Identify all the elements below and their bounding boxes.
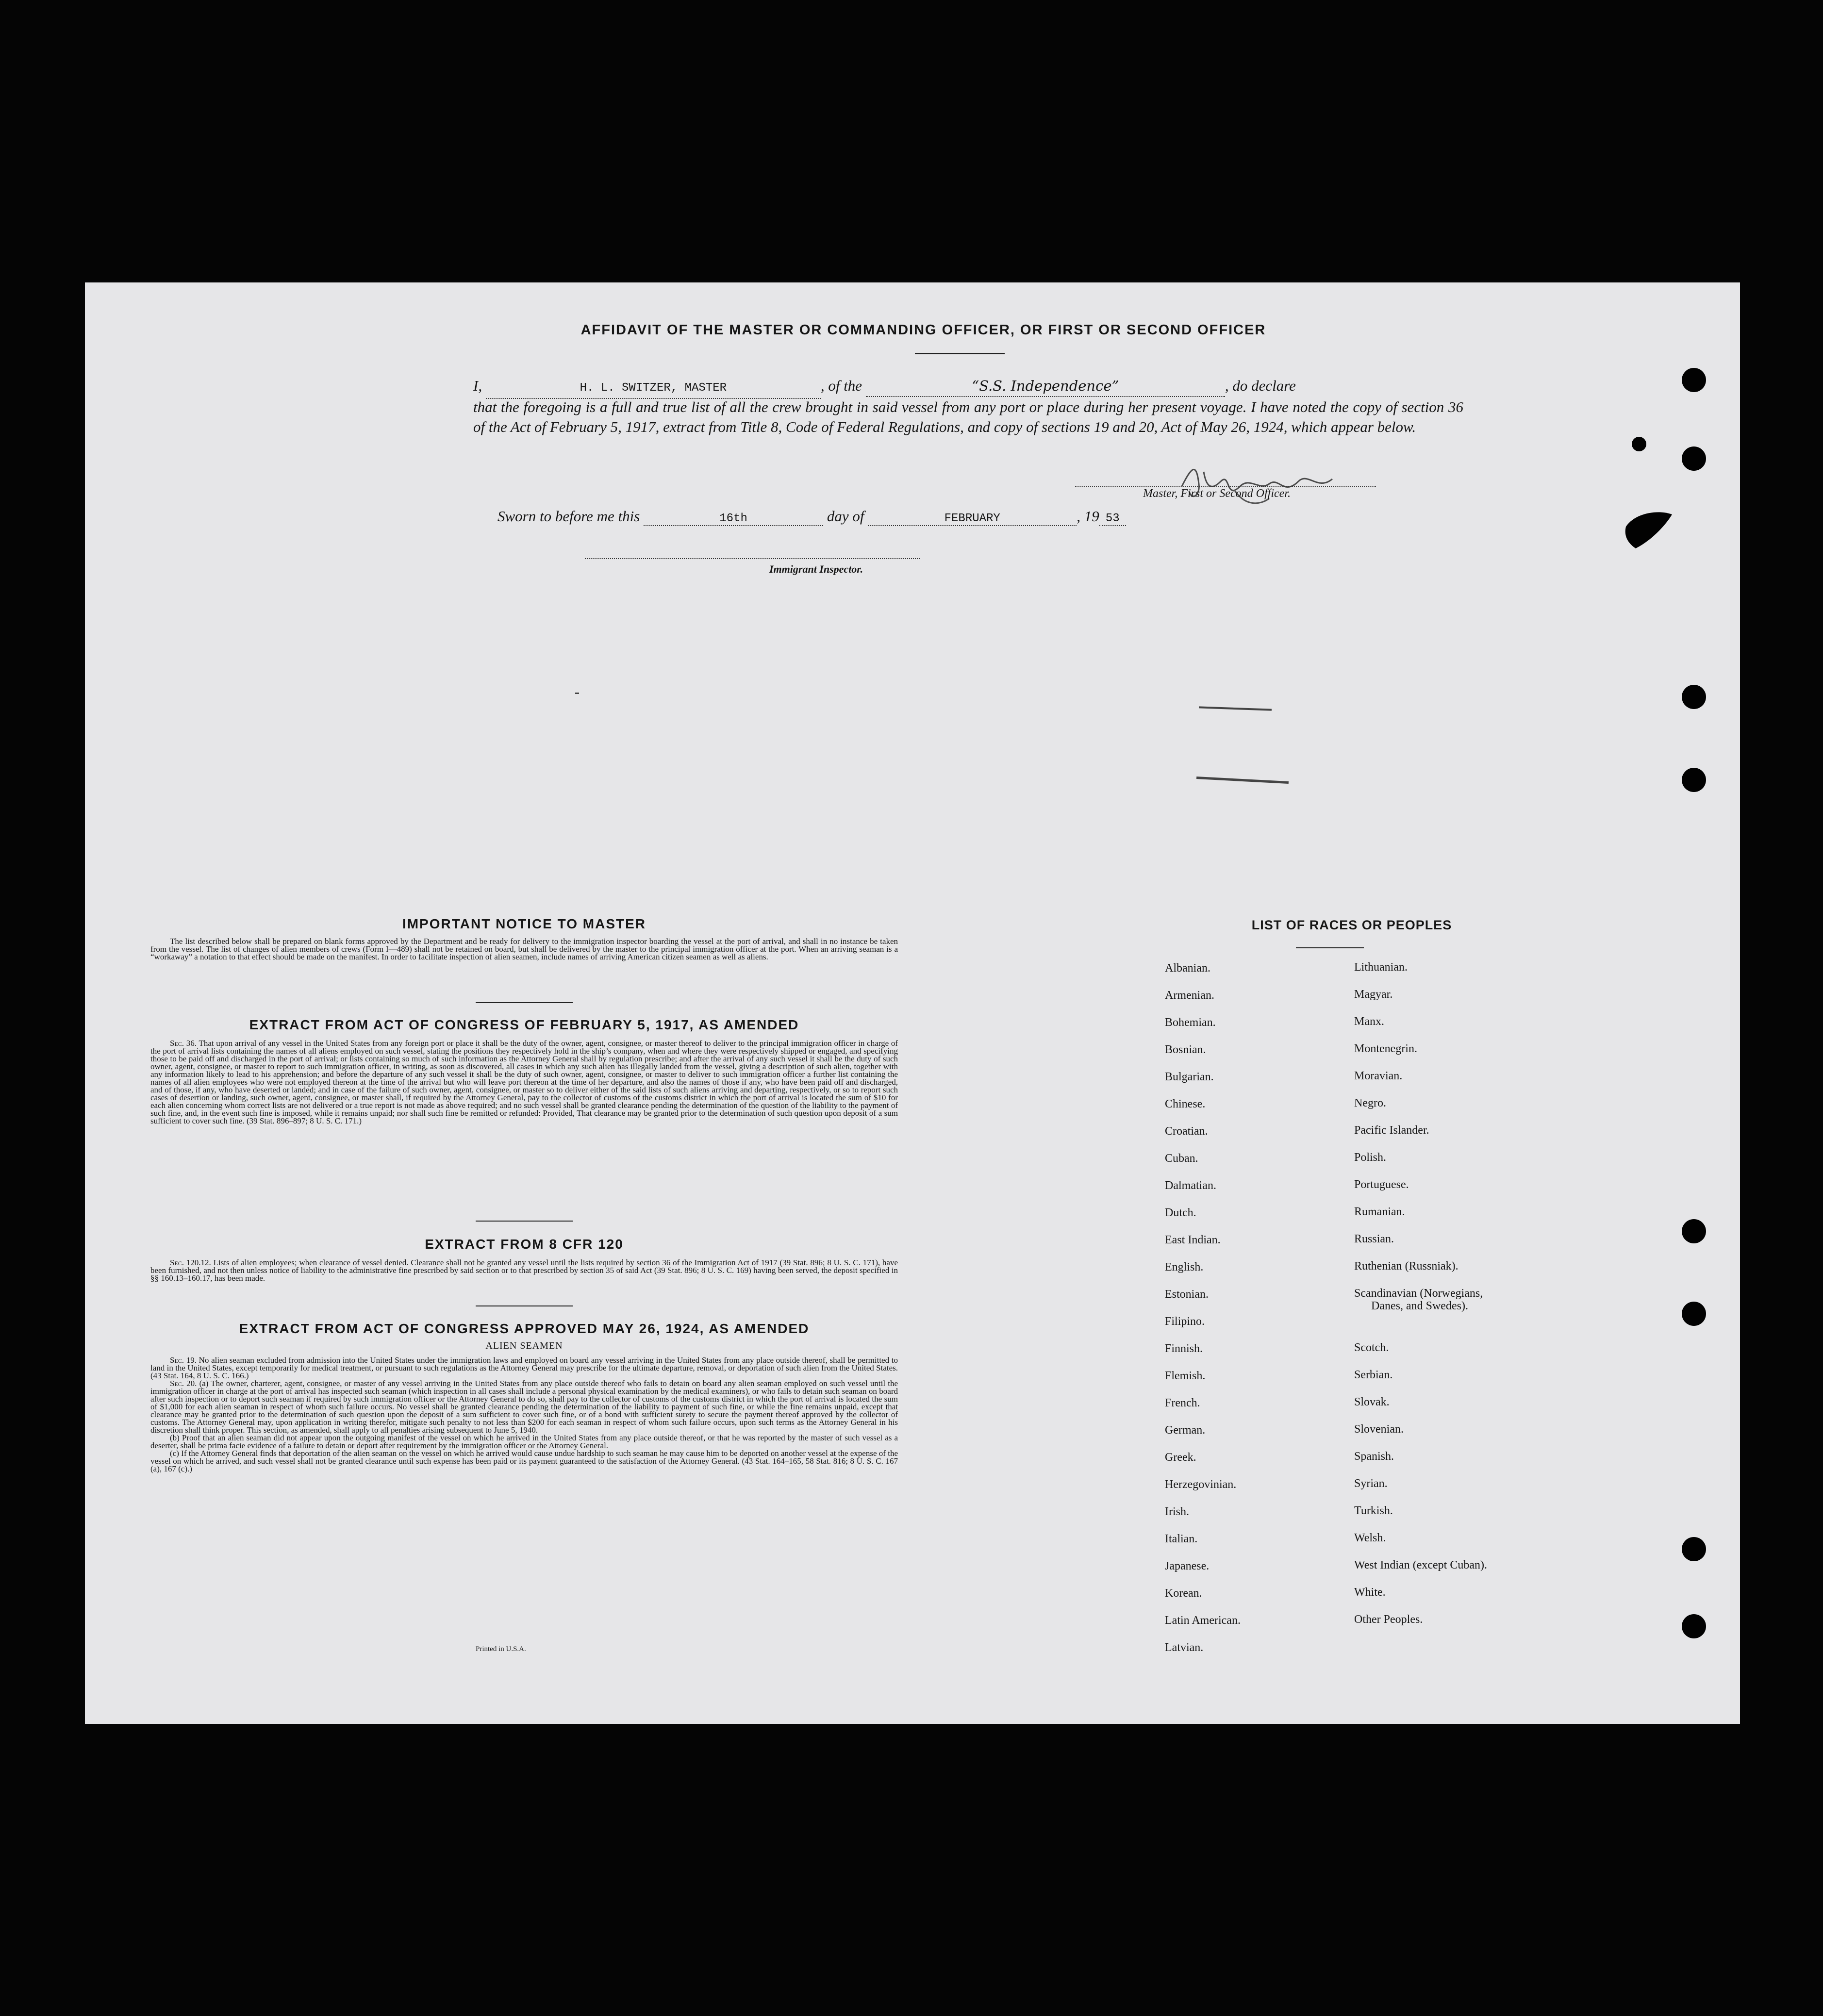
race-item: Cuban. [1165,1152,1198,1165]
race-item: Welsh. [1354,1532,1386,1544]
signature-label: Master, First or Second Officer. [1143,487,1291,500]
notice-title: IMPORTANT NOTICE TO MASTER [402,916,646,931]
race-item: Rumanian. [1354,1206,1405,1218]
extract-cfr-sec: Sec. 120.12. [170,1258,211,1267]
declaration-of-the: , of the [820,377,862,394]
extract-cfr-text: Lists of alien employees; when clearance of vessel denied. Clearance shall not be granted any vessel until the lists required by section 36 of the Immigration Act of 1917 (39 Stat. 896; 8 U. S. C. 171), have been furnished, and not then unless notice of liability to the administrative fine prescribed by said section or to that prescribed by section 35 of said Act (39 Stat. 896; 8 U. S. C. 169) having been served, the deposit specified in §§ 160.13–160.17, has been made. [150,1258,898,1283]
sworn-year-prefix: , 19 [1077,508,1099,525]
notice-text: The list described below shall be prepared on blank forms approved by the Department and be ready for delivery to the immigration inspector boarding the vessel at the port of arrival, and shall in no instance be taken from the vessel. The list of changes of alien members of crews (Form I—489) shall not be retained on board, but shall be delivered by the master to the principal immigration officer at the port. When an arriving seaman is a “workaway” a notation to that effect should be made on the manifest. In order to facilitate inspection of alien seamen, include names of arriving American citizen seamen as well as aliens. [150,937,898,961]
scan-mark [1199,706,1272,711]
punch-hole [1682,1614,1706,1638]
section-rule [476,1305,573,1306]
scan-mark [575,693,579,694]
races-rule [1296,947,1364,948]
punch-hole [1682,1537,1706,1561]
sec20a-text: (a) The owner, charterer, agent, consignee, or master of any vessel arriving in the United States from any place outside thereof who fails to detain on board any alien seaman employed on such vessel until the immigration officer in charge at the port of arrival has inspected such seaman (which inspection in all cases shall include a personal physical examination by the medical examiners), or who fails to detain such seaman on board after such inspection or to deport such seaman if required by such immigration officer or the Attorney General to do so, shall pay to the collector of customs of the customs district in which the port of arrival is located the sum of $1,000 for each alien seaman in respect of whom such failure occurs. No vessel shall be granted clearance pending the determination of the liability to payment of such fine, or while the fine remains unpaid, except that clearance may be granted prior to the determination of such question upon the deposit of a sum sufficient to cover such fine, or of a bond with sufficient surety to secure the payment thereof approved by the collector of customs. The Attorney General may, upon application in writing therefor, mitigate such penalty to not less than $200 for each seaman in respect of whom such failure occurs, upon such terms as the Attorney General in his discretion shall think proper. This section, as amended, shall apply to all penalties arising subsequent to June 5, 1940. [150,1379,898,1435]
race-item: White. [1354,1586,1386,1599]
race-item: Latvian. [1165,1641,1204,1654]
punch-hole [1682,1219,1706,1243]
vessel-name-field: “S.S. Independence” [866,376,1225,397]
race-item: Flemish. [1165,1370,1206,1382]
race-item: French. [1165,1397,1200,1409]
scan-mark [1196,777,1289,784]
title-rule [915,353,1005,354]
inspector-label: Immigrant Inspector. [769,563,863,575]
race-item: Ruthenian (Russniak). [1354,1260,1458,1272]
race-item: Latin American. [1165,1614,1241,1627]
race-item: Armenian. [1165,989,1214,1002]
punch-hole [1682,368,1706,392]
sec20-label: Sec. 20. [170,1379,197,1388]
race-item: Turkish. [1354,1504,1393,1517]
race-item: Bulgarian. [1165,1071,1214,1083]
printed-in-usa: Printed in U.S.A. [476,1645,526,1653]
race-item: Italian. [1165,1533,1198,1545]
race-item: Irish. [1165,1505,1189,1518]
declaration-do-declare: , do declare [1225,377,1296,394]
sec20c-paragraph: (c) If the Attorney General finds that deportation of the alien seaman on the vessel on which he arrived would cause undue hardship to such seaman he may cause him to be deported on another vessel at the expense of the vessel on which he arrived, and such vessel shall not be granted clearance until such expense has been paid or its payment guaranteed to the satisfaction of the Attorney General. (43 Stat. 164–165, 58 Stat. 816; 8 U. S. C. 167 (a), 167 (c).) [150,1449,898,1473]
extract-cfr-paragraph [150,1259,898,1282]
sworn-year-field: 53 [1099,512,1126,526]
punch-hole [1682,1302,1706,1326]
sworn-day-of: day of [827,508,864,525]
sec20b-paragraph: (b) Proof that an alien seaman did not appear upon the outgoing manifest of the vessel on which he arrived in the United States from any place outside thereof, or that he was reported by the master of such vessel as a deserter, shall be prima facie evidence of a failure to detain or deport after requirement by the immigration officer or the Attorney General. [150,1433,898,1450]
race-item: Scotch. [1354,1341,1389,1354]
extract-1924-section [150,1321,898,1473]
master-name-field: H. L. SWITZER, MASTER [486,378,821,399]
race-item: Scandinavian (Norwegians, [1354,1287,1483,1300]
race-item: Spanish. [1354,1450,1394,1463]
torn-mark [1621,507,1674,551]
race-item: Syrian. [1354,1477,1388,1490]
race-item: Greek. [1165,1451,1196,1464]
race-item: Serbian. [1354,1369,1393,1381]
race-item: Albanian. [1165,962,1210,975]
declaration-body: that the foregoing is a full and true list of all the crew brought in said vessel from any port or place during her present voyage. I have noted the copy of section 36 of the Act of February 5, 1917, extract from Title 8, Code of Federal Regulations, and copy of sections 19 and 20, Act of May 26, 1924, which appear below. [473,398,1463,435]
race-item: Herzegovinian. [1165,1478,1237,1491]
race-item: English. [1165,1261,1204,1273]
extract-1917-paragraph [150,1040,898,1125]
race-item: Negro. [1354,1097,1386,1109]
punch-hole [1632,437,1646,451]
races-title: LIST OF RACES OR PEOPLES [1251,918,1452,932]
punch-hole [1682,768,1706,792]
extract-1917-title: EXTRACT FROM ACT OF CONGRESS OF FEBRUARY 5, 1917, AS AMENDED [249,1017,799,1032]
race-item: Slovak. [1354,1396,1390,1408]
declaration-line [473,376,1463,399]
race-item: Danes, and Swedes). [1371,1300,1468,1312]
race-item: West Indian (except Cuban). [1354,1559,1487,1571]
extract-1917-sec: Sec. 36. [170,1039,197,1048]
section-rule [476,1002,573,1003]
sworn-day-field: 16th [644,512,823,526]
race-item: German. [1165,1424,1206,1437]
declaration-i: I, [473,377,482,394]
extract-cfr-title: EXTRACT FROM 8 CFR 120 [425,1237,624,1252]
race-item: Korean. [1165,1587,1202,1600]
race-item: Pacific Islander. [1354,1124,1429,1137]
race-item: Croatian. [1165,1125,1208,1138]
race-item: Moravian. [1354,1070,1403,1082]
race-item: Dalmatian. [1165,1179,1216,1192]
extract-1917-text: That upon arrival of any vessel in the United States from any foreign port or place it shall be the duty of the owner, agent, consignee, or master thereof to deliver to the principal immigration officer in charge of the port of arrival lists containing the names of all aliens employed on such vessel, stating the positions they respectively hold in the ship’s company, when and where they were respectively shipped or engaged, and specifying those to be paid off and discharged in the port of arrival; or lists containing so much of such information as the Attorney General shall by regulation prescribe; and after the arrival of any such vessel it shall be the duty of such owner, agent, consignee, or master to report to such immigration officer, in writing, as soon as discovered, all cases in which any such alien has illegally landed from the vessel, giving a description of such alien, together with any information likely to lead to his apprehension; and before the departure of any such vessel it shall be the duty of such owner, agent, consignee, or master to deliver to such immigration officer a further list containing the names of all alien employees who were not employed thereon at the time of the arrival but who will leave port thereon at the time of her departure, and also the names of those if any, who have been paid off and discharged, and of those, if any, who have deserted or landed; and in case of the failure of such owner, agent, consignee, or master so to deliver either of the said lists of such aliens arriving and departing, respectively, or so to report such cases of desertion or landing, such owner, agent, consignee, or master shall, if required by the Attorney General, pay to the collector of customs of the customs district in which the port of arrival is located the sum of $10 for each alien concerning whom correct lists are not delivered or a true report is not made as above required; and no such vessel shall be granted clearance pending the determination of the question of the liability to the payment of such fine, and, in the event such fine is imposed, while it remains unpaid; nor shall such fine be remitted or refunded: Provided, That clearance may be granted prior to the determination of such question upon deposit of a sum sufficient to cover such fine. (39 Stat. 896–897; 8 U. S. C. 171.) [150,1039,898,1125]
punch-hole [1682,446,1706,471]
section-rule [476,1221,573,1222]
notice-section [150,916,898,961]
alien-seamen-subtitle: ALIEN SEAMEN [485,1340,563,1351]
race-item: Dutch. [1165,1206,1196,1219]
punch-hole [1682,685,1706,709]
sec19-paragraph [150,1356,898,1380]
document-page [85,282,1740,1724]
extract-1917-section [150,1017,898,1125]
sworn-month-field: FEBRUARY [868,512,1077,526]
race-item: Montenegrin. [1354,1042,1417,1055]
race-item: Magyar. [1354,988,1393,1001]
race-item: Bohemian. [1165,1016,1216,1029]
race-item: Estonian. [1165,1288,1209,1301]
race-item: Filipino. [1165,1315,1205,1328]
race-item: Japanese. [1165,1560,1210,1572]
sec20a-paragraph [150,1380,898,1434]
extract-1924-title: EXTRACT FROM ACT OF CONGRESS APPROVED MAY 26, 1924, AS AMENDED [239,1321,810,1336]
race-item: Polish. [1354,1151,1387,1164]
extract-cfr-section [150,1237,898,1282]
sworn-prefix: Sworn to before me this [497,508,640,525]
inspector-signature-line [585,558,920,559]
race-item: East Indian. [1165,1234,1221,1246]
race-item: Other Peoples. [1354,1613,1423,1626]
master-signature [1177,457,1381,511]
sec19-text: No alien seaman excluded from admission into the United States under the immigration laws and employed on board any vessel arriving in the United States from any place outside thereof, shall be permitted to land in the United States, except temporarily for medical treatment, or pursuant to such regulations as the Attorney General may prescribe for the ultimate departure, removal, or deportation of such alien from the United States. (43 Stat. 164, 8 U. S. C. 166.) [150,1355,898,1380]
race-item: Russian. [1354,1233,1394,1245]
race-item: Bosnian. [1165,1043,1206,1056]
race-item: Slovenian. [1354,1423,1404,1436]
sworn-line [497,508,1126,526]
race-item: Finnish. [1165,1342,1203,1355]
race-item: Lithuanian. [1354,961,1408,974]
race-item: Chinese. [1165,1098,1206,1110]
race-item: Portuguese. [1354,1178,1409,1191]
affidavit-title: AFFIDAVIT OF THE MASTER OR COMMANDING OFFICER, OR FIRST OR SECOND OFFICER [580,322,1266,338]
sec19-label: Sec. 19. [170,1355,197,1365]
race-item: Manx. [1354,1015,1384,1028]
